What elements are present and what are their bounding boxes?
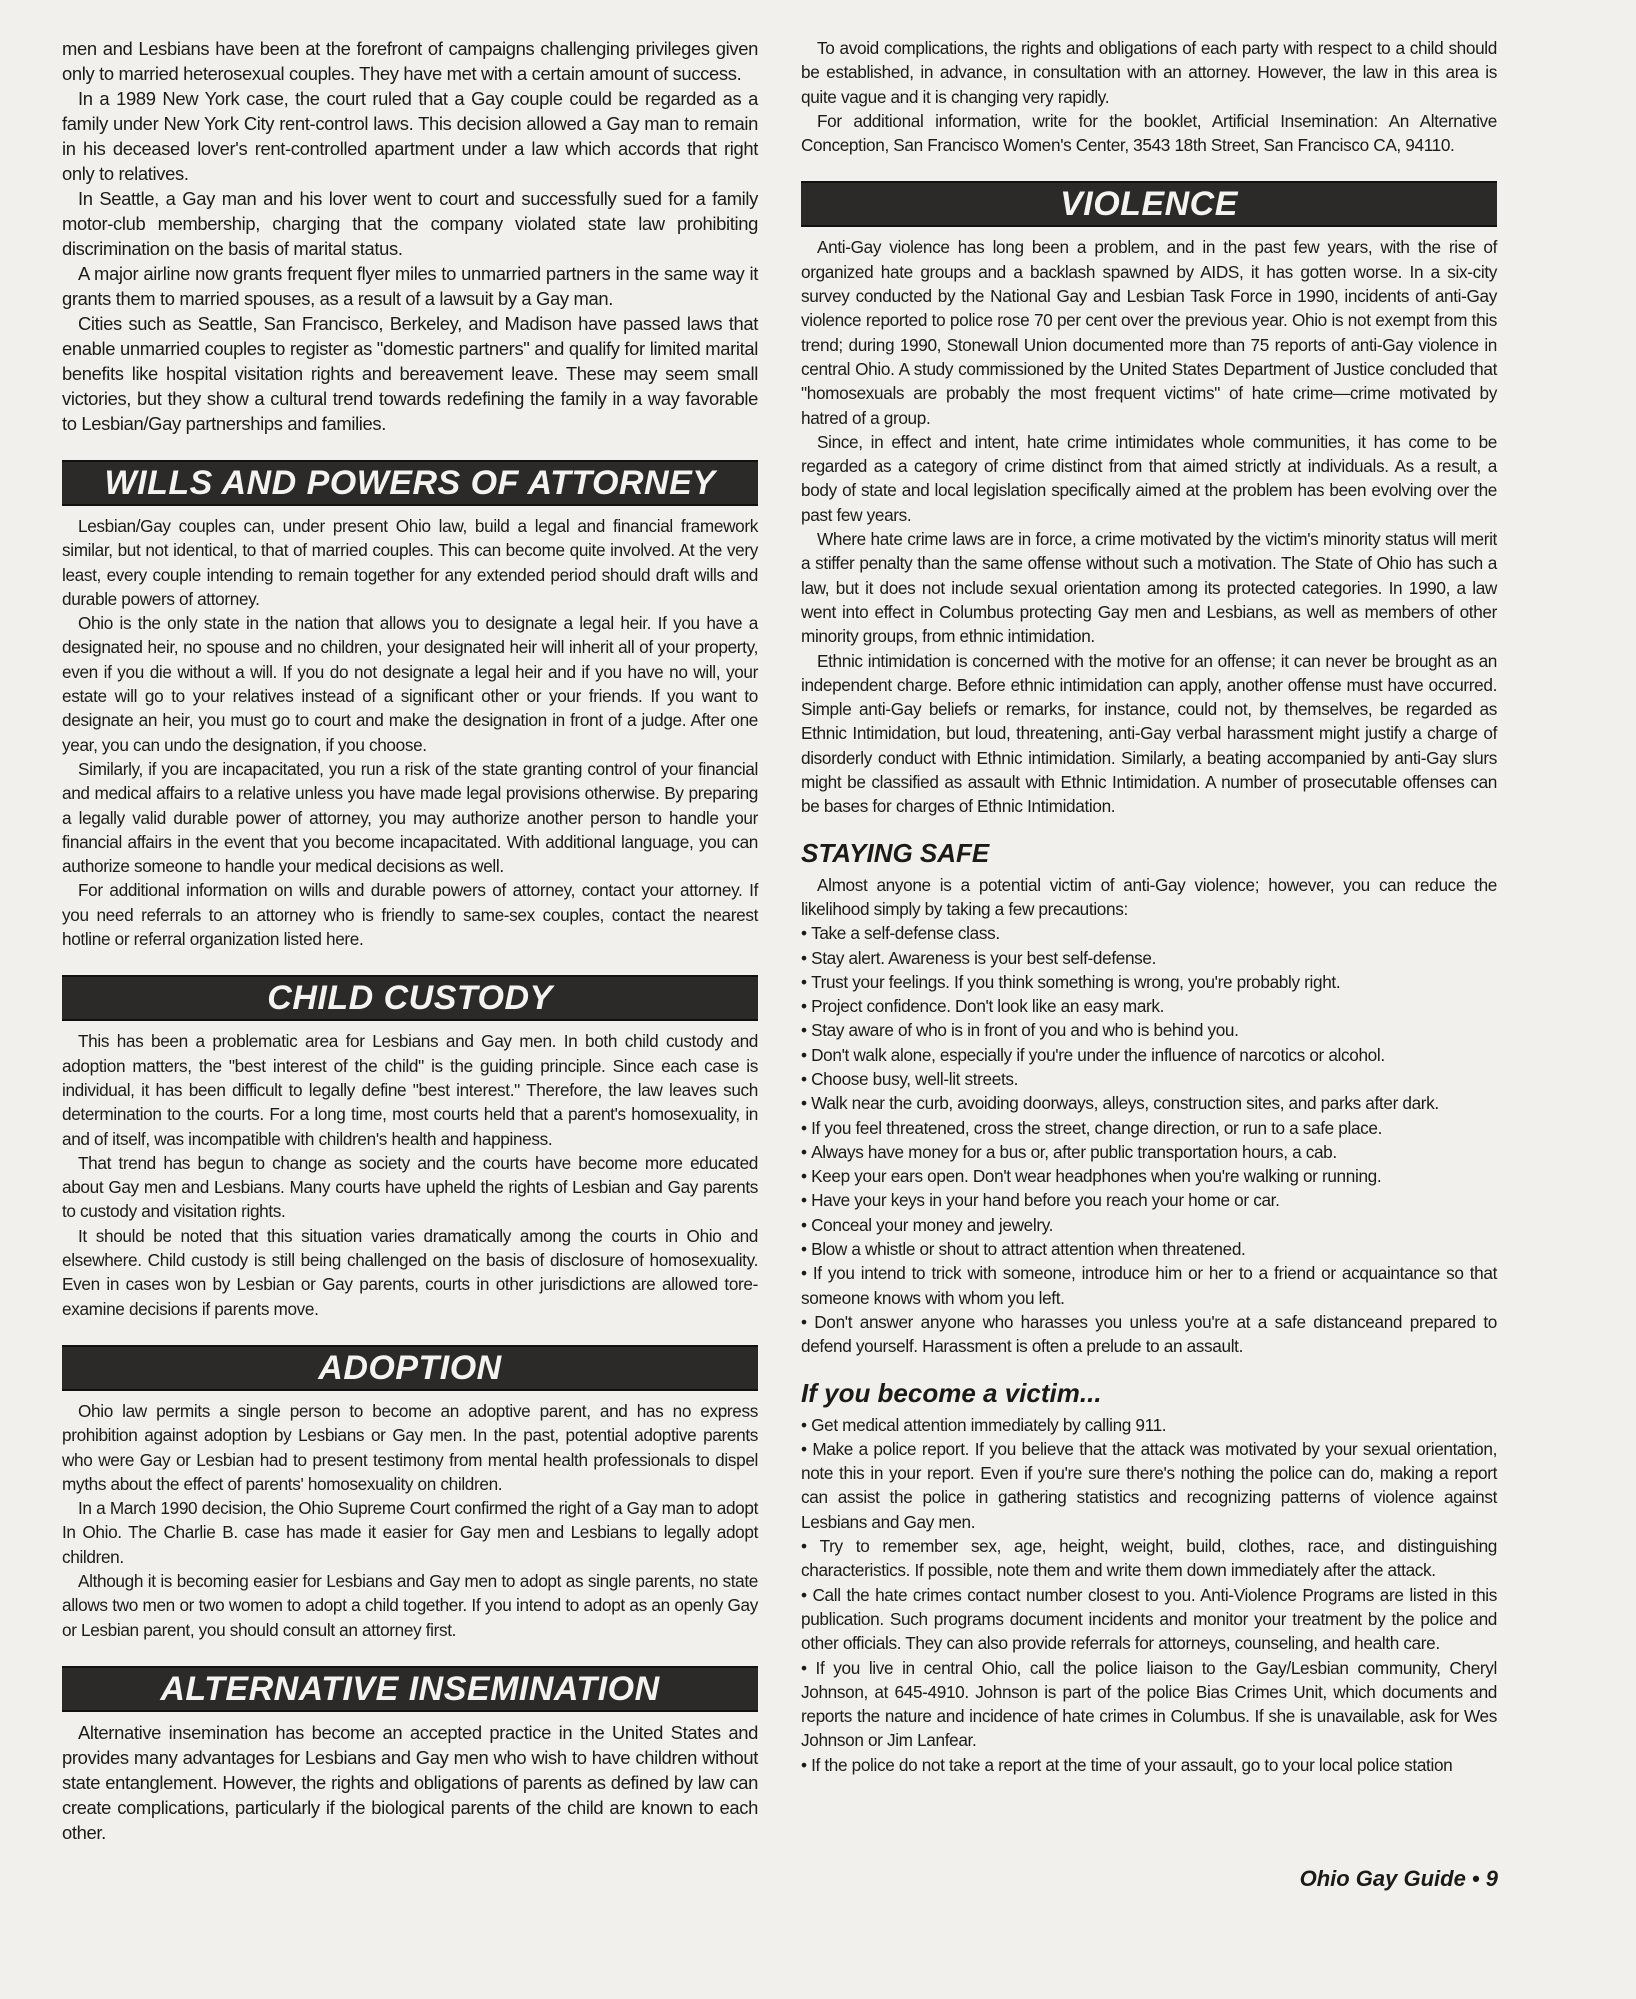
- list-item: • Try to remember sex, age, height, weight, build, clothes, race, and distinguishing characteristics. If possible, note them and write them down immediately after the attack.: [801, 1534, 1497, 1583]
- section-heading-adoption: ADOPTION: [62, 1345, 758, 1391]
- list-item: • Call the hate crimes contact number closest to you. Anti-Violence Programs are listed in this publication. Such programs document incidents and monitor your treatment by the police and other officials. They can also provide referrals for attorneys, counseling, and health care.: [801, 1583, 1497, 1656]
- paragraph: This has been a problematic area for Lesbians and Gay men. In both child custody and adoption matters, the "best interest of the child" is the guiding principle. Since each case is individual, it has been difficult to legally define "best interest." Therefore, the law leaves such determination to the courts. For a long time, most courts held that a parent's homosexuality, in and of itself, was incompatible with children's health and happiness.: [62, 1031, 758, 1149]
- section-heading-custody: CHILD CUSTODY: [62, 975, 758, 1021]
- list-item: • Don't walk alone, especially if you're under the influence of narcotics or alcohol.: [801, 1043, 1497, 1067]
- list-item: • Always have money for a bus or, after public transportation hours, a cab.: [801, 1140, 1497, 1164]
- section-heading-wills: WILLS AND POWERS OF ATTORNEY: [62, 460, 758, 506]
- list-item: • Keep your ears open. Don't wear headphones when you're walking or running.: [801, 1164, 1497, 1188]
- insemination-body: [62, 1720, 758, 1845]
- list-item: • If you live in central Ohio, call the police liaison to the Gay/Lesbian community, Cheryl Johnson, at 645-4910. Johnson is part of the police Bias Crimes Unit, which documents and reports the nature and incidence of hate crimes in Columbus. If she is unavailable, ask for Wes Johnson or Jim Lanfear.: [801, 1656, 1497, 1753]
- left-column: [62, 36, 758, 1845]
- paragraph: Alternative insemination has become an accepted practice in the United States and provides many advantages for Lesbians and Gay men who wish to have children without state entanglement. However, the rights and obligations of parents as defined by law can create complications, particularly if the biological parents of the child are known to each other.: [62, 1721, 758, 1843]
- list-item: • Stay aware of who is in front of you and who is behind you.: [801, 1018, 1497, 1042]
- list-item: • Get medical attention immediately by calling 911.: [801, 1413, 1497, 1437]
- list-item: • Trust your feelings. If you think something is wrong, you're probably right.: [801, 970, 1497, 994]
- list-item: • Make a police report. If you believe that the attack was motivated by your sexual orientation, note this in your report. Even if you're sure there's nothing the police can do, making a report can assist the police in gathering statistics and recognizing patterns of violence against Lesbians and Gay men.: [801, 1437, 1497, 1534]
- paragraph: Almost anyone is a potential victim of anti-Gay violence; however, you can reduce the likelihood simply by taking a few precautions:: [801, 874, 1497, 919]
- paragraph: That trend has begun to change as society and the courts have become more educated about Gay men and Lesbians. Many courts have upheld the rights of Lesbian and Gay parents to custody and visitation rights.: [62, 1152, 758, 1222]
- subheading-victim: If you become a victim...: [801, 1377, 1102, 1408]
- paragraph: Where hate crime laws are in force, a crime motivated by the victim's minority status will merit a stiffer penalty than the same offense without such a motivation. The State of Ohio has such a law, but it does not include sexual orientation among its protected categories. In 1990, a law went into effect in Columbus protecting Gay men and Lesbians, as well as members of other minority groups, from ethnic intimidation.: [801, 529, 1497, 647]
- list-item: • Walk near the curb, avoiding doorways, alleys, construction sites, and parks after dark.: [801, 1091, 1497, 1115]
- list-item: • If you intend to trick with someone, introduce him or her to a friend or acquaintance so that someone knows with whom you left.: [801, 1261, 1497, 1310]
- subheading-staying-safe: STAYING SAFE: [801, 837, 990, 868]
- paragraph: In a March 1990 decision, the Ohio Supreme Court confirmed the right of a Gay man to adopt In Ohio. The Charlie B. case has made it easier for Gay men and Lesbians to legally adopt children.: [62, 1498, 758, 1567]
- list-item: • Choose busy, well-lit streets.: [801, 1067, 1497, 1091]
- list-item: • Have your keys in your hand before you reach your home or car.: [801, 1188, 1497, 1212]
- left-intro: [62, 36, 758, 436]
- paragraph: In Seattle, a Gay man and his lover went to court and successfully sued for a family motor-club membership, charging that the company violated state law prohibiting discrimination on the basis of marital status.: [62, 188, 758, 259]
- paragraph: It should be noted that this situation varies dramatically among the courts in Ohio and elsewhere. Child custody is still being challenged on the basis of disclosure of homosexuality. Even in cases won by Lesbian or Gay parents, courts in other jurisdictions are allowed tore-examine decisions if parents move.: [62, 1225, 758, 1319]
- paragraph: To avoid complications, the rights and obligations of each party with respect to a child should be established, in advance, in consultation with an attorney. However, the law in this area is quite vague and it is changing very rapidly.: [801, 38, 1497, 107]
- paragraph: For additional information, write for the booklet, Artificial Insemination: An Alternative Conception, San Francisco Women's Center, 3543 18th Street, San Francisco CA, 94110.: [801, 110, 1497, 156]
- list-item: • Don't answer anyone who harasses you unless you're at a safe distanceand prepared to defend yourself. Harassment is often a prelude to an assault.: [801, 1310, 1497, 1359]
- paragraph: Cities such as Seattle, San Francisco, Berkeley, and Madison have passed laws that enable unmarried couples to register as "domestic partners" and qualify for limited marital benefits like hospital visitation rights and bereavement leave. These may seem small victories, but they show a cultural trend towards redefining the family in a way favorable to Lesbian/Gay partnerships and families.: [62, 313, 758, 434]
- paragraph: A major airline now grants frequent flyer miles to unmarried partners in the same way it grants them to married spouses, as a result of a lawsuit by a Gay man.: [62, 263, 758, 309]
- list-item: • Blow a whistle or shout to attract attention when threatened.: [801, 1237, 1497, 1261]
- list-item: • If the police do not take a report at the time of your assault, go to your local police station: [801, 1753, 1497, 1777]
- safety-tips-list: [801, 921, 1497, 1358]
- section-heading-violence: VIOLENCE: [801, 181, 1497, 227]
- paragraph: men and Lesbians have been at the forefront of campaigns challenging privileges given only to married heterosexual couples. They have met with a certain amount of success.: [62, 38, 758, 84]
- paragraph: Ohio is the only state in the nation that allows you to designate a legal heir. If you have a designated heir, no spouse and no children, your designated heir will inherit all of your property, even if you die without a will. If you do not designate a legal heir and if you have no will, your estate will go to your relatives instead of a significant other or your friends. If you want to designate an heir, you must go to court and make the designation in front of a judge. After one year, you can undo the designation, if you choose.: [62, 613, 758, 755]
- paragraph: Anti-Gay violence has long been a problem, and in the past few years, with the rise of organized hate groups and a backlash spawned by AIDS, it has gotten worse. In a six-city survey conducted by the National Gay and Lesbian Task Force in 1990, incidents of anti-Gay violence reported to police rose 70 per cent over the previous year. Ohio is not exempt from this trend; during 1990, Stonewall Union documented more than 75 reports of anti-Gay violence in central Ohio. A study commissioned by the United States Department of Justice concluded that "homosexuals are probably the most frequent victims" of hate crime—crime motivated by hatred of a group.: [801, 237, 1497, 428]
- list-item: • Stay alert. Awareness is your best self-defense.: [801, 946, 1497, 970]
- paragraph: Ethnic intimidation is concerned with the motive for an offense; it can never be brought as an independent charge. Before ethnic intimidation can apply, another offense must have occurred. Simple anti-Gay beliefs or remarks, for instance, could not, by themselves, be regarded as Ethnic Intimidation, but loud, threatening, anti-Gay verbal harassment might justify a charge of disorderly conduct with Ethnic intimidation. Similarly, a beating accompanied by anti-Gay slurs might be classified as assault with Ethnic Intimidation. A number of prosecutable offenses can be bases for charges of Ethnic Intimidation.: [801, 650, 1497, 817]
- list-item: • Take a self-defense class.: [801, 921, 1497, 945]
- paragraph: For additional information on wills and durable powers of attorney, contact your attorney. If you need referrals to an attorney who is friendly to same-sex couples, contact the nearest hotline or referral organization listed here.: [62, 880, 758, 950]
- paragraph: Since, in effect and intent, hate crime intimidates whole communities, it has come to be regarded as a category of crime distinct from that aimed strictly at individuals. As a result, a body of state and local legislation specifically aimed at the problem has been evolving over the past few years.: [801, 431, 1497, 525]
- list-item: • Conceal your money and jewelry.: [801, 1213, 1497, 1237]
- list-item: • Project confidence. Don't look like an easy mark.: [801, 994, 1497, 1018]
- paragraph: In a 1989 New York case, the court ruled that a Gay couple could be regarded as a family under New York City rent-control laws. This decision allowed a Gay man to remain in his deceased lover's rent-controlled apartment under a law which accords that right only to relatives.: [62, 88, 758, 184]
- paragraph: Although it is becoming easier for Lesbians and Gay men to adopt as single parents, no state allows two men or two women to adopt a child together. If you intend to adopt as an openly Gay or Lesbian parent, you should consult an attorney first.: [62, 1570, 758, 1640]
- list-item: • If you feel threatened, cross the street, change direction, or run to a safe place.: [801, 1116, 1497, 1140]
- paragraph: Lesbian/Gay couples can, under present Ohio law, build a legal and financial framework similar, but not identical, to that of married couples. This can become quite involved. At the very least, every couple intending to remain together for any extended period should draft wills and durable powers of attorney.: [62, 516, 758, 609]
- paragraph: Similarly, if you are incapacitated, you run a risk of the state granting control of your financial and medical affairs to a relative unless you have made legal provisions otherwise. By preparing a legally valid durable power of attorney, you may authorize another person to handle your financial affairs in the event that you become incapacitated. With additional language, you can authorize someone to handle your medical decisions as well.: [62, 758, 758, 877]
- page-footer: Ohio Gay Guide • 9: [1299, 1866, 1498, 1891]
- right-column: [801, 36, 1497, 1777]
- section-heading-insemination: ALTERNATIVE INSEMINATION: [62, 1666, 758, 1712]
- paragraph: Ohio law permits a single person to become an adoptive parent, and has no express prohibition against adoption by Lesbians or Gay men. In the past, potential adoptive parents who were Gay or Lesbian had to present testimony from mental health professionals to dispel myths about the effect of parents' homosexuality on children.: [62, 1400, 758, 1494]
- victim-steps-list: [801, 1413, 1497, 1777]
